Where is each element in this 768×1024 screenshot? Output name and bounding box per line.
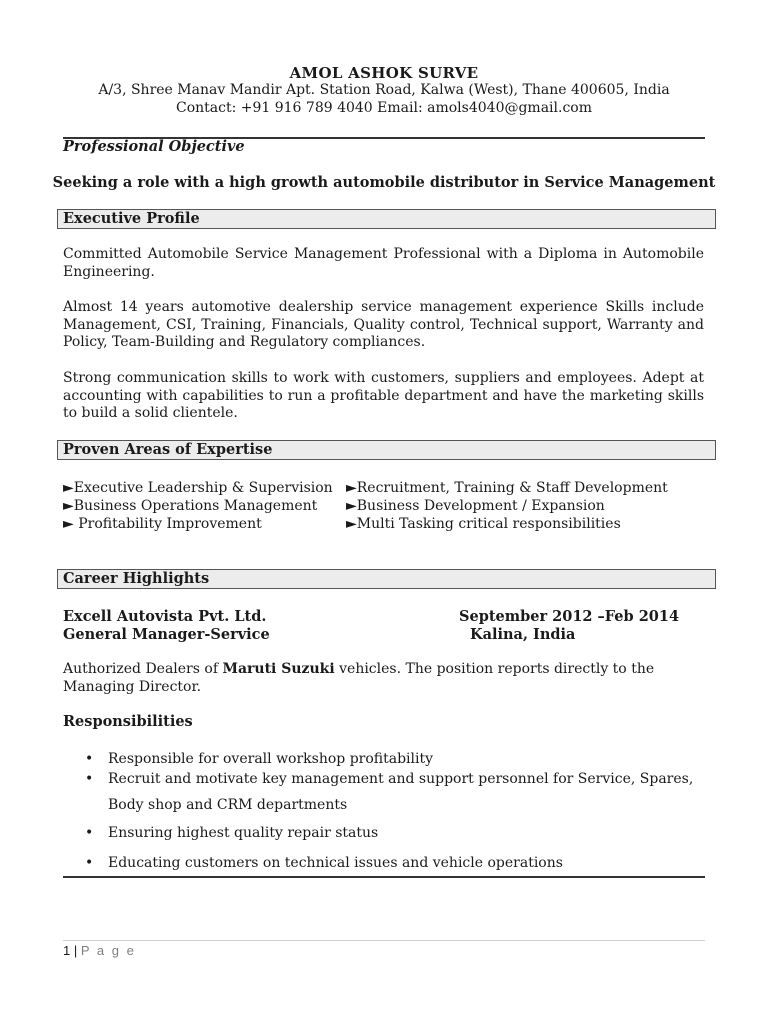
address-line: A/3, Shree Manav Mandir Apt. Station Road, Kalwa (West), Thane 400605, India [98, 82, 670, 98]
expertise-item: ►Multi Tasking critical responsibilities [346, 516, 621, 532]
footer-separator: | [70, 943, 81, 958]
job-title: General Manager-Service [63, 626, 270, 643]
responsibilities-heading: Responsibilities [63, 713, 193, 730]
company-description [63, 661, 704, 696]
list-item: • Ensuring highest quality repair status [63, 824, 704, 842]
section-expertise [57, 440, 716, 460]
responsibilities-list [63, 750, 704, 872]
section-executive-profile [57, 209, 716, 229]
list-item: • Educating customers on technical issues and vehicle operations [63, 854, 704, 872]
description-prefix: Authorized Dealers of [63, 661, 223, 677]
expertise-right-column [346, 479, 668, 533]
objective-heading: Professional Objective [63, 138, 245, 155]
contact-line: Contact: +91 916 789 4040 Email: amols4040@gmail.com [175, 100, 593, 116]
list-item: • Responsible for overall workshop profitability [63, 750, 704, 768]
page-label: P a g e [80, 943, 136, 958]
description-suffix: vehicles. The position reports directly to the Managing Director. [63, 661, 655, 695]
objective-text: Seeking a role with a high growth automobile distributor in Service Management [52, 174, 716, 191]
job-location: Kalina, India [470, 626, 576, 643]
section-bottom-rule [63, 876, 705, 878]
candidate-name: AMOL ASHOK SURVE [289, 64, 479, 82]
employment-dates: September 2012 –Feb 2014 [459, 608, 680, 625]
expertise-item: ►Business Development / Expansion [346, 498, 605, 514]
section-career-highlights [57, 569, 716, 589]
page-footer [63, 943, 136, 958]
profile-paragraph-1: Committed Automobile Service Management Professional with a Diploma in Automobile Engineering. [63, 246, 704, 280]
brand-name: Maruti Suzuki [222, 661, 335, 677]
list-item: • Recruit and motivate key management and support personnel for Service, Spares, Body shop and CRM departments [63, 766, 704, 818]
profile-paragraph-3: Strong communication skills to work with customers, suppliers and employees. Adept at accounting with capabilities to run a profitable department and have the marketing skills to build a solid clientele. [63, 370, 704, 421]
expertise-item: ►Business Operations Management [63, 498, 318, 514]
section-title: Executive Profile [63, 210, 200, 227]
section-title: Proven Areas of Expertise [63, 441, 273, 458]
expertise-item: ►Executive Leadership & Supervision [63, 480, 333, 496]
company-name: Excell Autovista Pvt. Ltd. [63, 608, 267, 625]
expertise-item: ►Recruitment, Training & Staff Development [346, 480, 668, 496]
page-number: 1 [63, 943, 71, 958]
section-title: Career Highlights [63, 570, 210, 587]
expertise-left-column [63, 479, 333, 533]
expertise-item: ► Profitability Improvement [63, 516, 262, 532]
profile-paragraph-2: Almost 14 years automotive dealership service management experience Skills include Management, CSI, Training, Financials, Quality control, Technical support, Warranty and Policy, Team-Building and Regulatory compliances. [63, 299, 704, 350]
footer-divider [63, 940, 705, 941]
